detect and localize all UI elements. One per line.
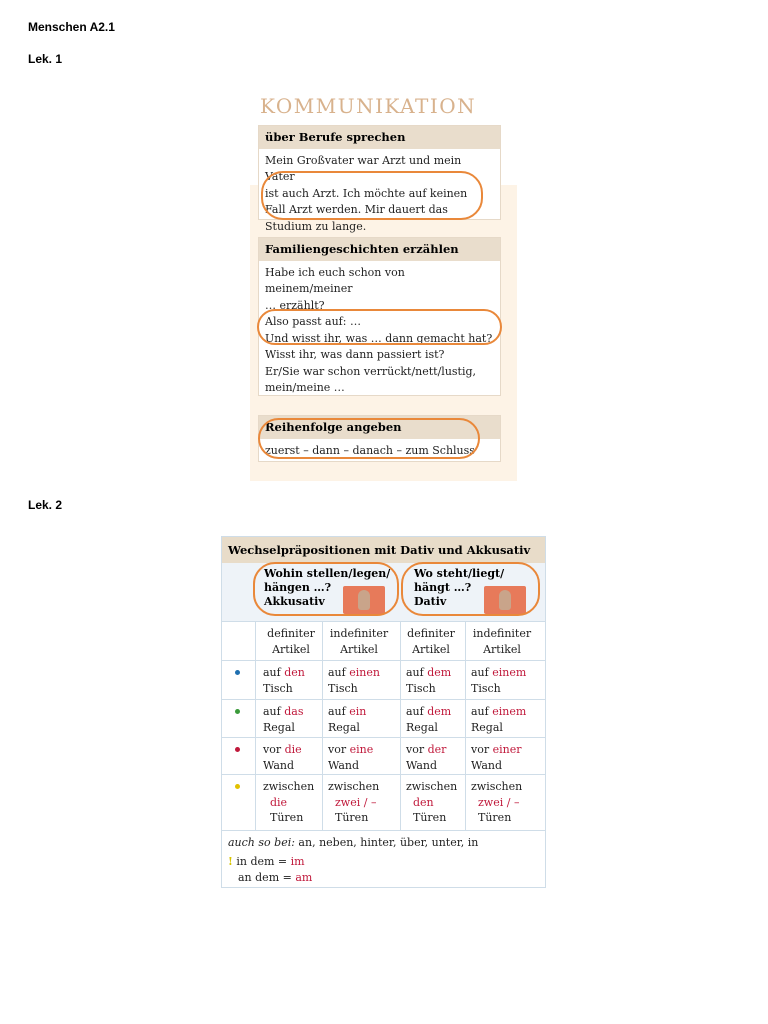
grid-line	[322, 621, 323, 830]
akkusativ-picture	[343, 586, 385, 614]
exclamation-icon: !	[228, 855, 233, 868]
grid-line	[400, 621, 401, 830]
table-cell: auf dem Regal	[406, 705, 452, 734]
text-line: zuerst – dann – danach – zum Schluss	[265, 443, 475, 457]
table-cell: vor der Wand	[406, 743, 447, 772]
row-dot	[235, 670, 240, 675]
box-familien-title: Familiengeschichten erzählen	[259, 238, 500, 261]
table-cell: auf einem Regal	[471, 705, 527, 734]
text-line: Mein Großvater war Arzt und mein Vater	[265, 153, 462, 183]
box-reihenfolge	[258, 415, 501, 462]
table-cell: auf dem Tisch	[406, 666, 452, 695]
kommunikation-title: KOMMUNIKATION	[260, 94, 477, 118]
row-dot	[235, 709, 240, 714]
col-head: definiter Artikel	[407, 627, 455, 656]
row-dot	[235, 747, 240, 752]
table-row	[222, 738, 545, 775]
table-cell: zwischen den Türen	[406, 780, 458, 824]
table-cell: auf einem Tisch	[471, 666, 527, 695]
col-head: indefiniter Artikel	[329, 627, 389, 656]
table-cell: zwischen zwei / – Türen	[471, 780, 523, 824]
text-line: Wisst ihr, was dann passiert ist?	[265, 348, 445, 361]
table-row	[222, 622, 545, 661]
contraction-im: ! in dem = im	[228, 855, 305, 868]
table-cell: vor einer Wand	[471, 743, 522, 772]
text-line: mein/meine …	[265, 381, 345, 394]
wechsel-title: Wechselpräpositionen mit Dativ und Akkusativ	[222, 537, 545, 563]
table-cell: vor eine Wand	[328, 743, 374, 772]
grid-line	[465, 621, 466, 830]
lek1-heading: Lek. 1	[28, 52, 63, 66]
text-line: Habe ich euch schon von meinem/meiner	[265, 265, 405, 295]
akkusativ-header: Wohin stellen/legen/ hängen …? Akkusativ	[264, 567, 391, 608]
table-cell: auf ein Regal	[328, 705, 367, 734]
row-dot	[235, 784, 240, 789]
auch-so-bei: auch so bei: an, neben, hinter, über, unter, in	[228, 836, 479, 849]
wechsel-table	[221, 536, 546, 888]
table-cell: auf den Tisch	[263, 666, 305, 695]
table-cell: auf das Regal	[263, 705, 304, 734]
table-row	[222, 661, 545, 700]
grid-line	[255, 621, 256, 830]
box-familien	[258, 237, 501, 396]
box-berufe-title: über Berufe sprechen	[259, 126, 500, 149]
text-line: … erzählt?	[265, 298, 325, 312]
table-row	[222, 700, 545, 738]
dativ-picture	[484, 586, 526, 614]
table-cell: auf einen Tisch	[328, 666, 380, 695]
contraction-am: an dem = am	[238, 871, 313, 884]
box-reihenfolge-title: Reihenfolge angeben	[259, 416, 500, 439]
text-line: Und wisst ihr, was … dann gemacht hat?	[265, 331, 493, 345]
col-head: indefiniter Artikel	[472, 627, 532, 656]
table-row	[222, 775, 545, 831]
box-berufe-body	[259, 149, 500, 240]
dativ-header: Wo steht/liegt/ hängt …? Dativ	[414, 567, 505, 608]
text-line: ist auch Arzt. Ich möchte auf keinen	[265, 186, 468, 200]
table-cell: vor die Wand	[263, 743, 302, 772]
table-cell: zwischen zwei / – Türen	[328, 780, 380, 824]
box-berufe	[258, 125, 501, 233]
box-familien-body	[259, 261, 500, 401]
text-line: Er/Sie war schon verrückt/nett/lustig,	[265, 364, 477, 378]
table-cell: zwischen die Türen	[263, 780, 315, 824]
box-reihenfolge-body	[259, 439, 500, 464]
lek2-heading: Lek. 2	[28, 498, 63, 512]
text-line: Fall Arzt werden. Mir dauert das	[265, 203, 448, 216]
col-head: definiter Artikel	[267, 627, 315, 656]
wechsel-head	[222, 563, 545, 622]
course-title: Menschen A2.1	[28, 20, 115, 34]
text-line: Studium zu lange.	[265, 219, 367, 233]
text-line: Also passt auf: …	[265, 315, 361, 328]
